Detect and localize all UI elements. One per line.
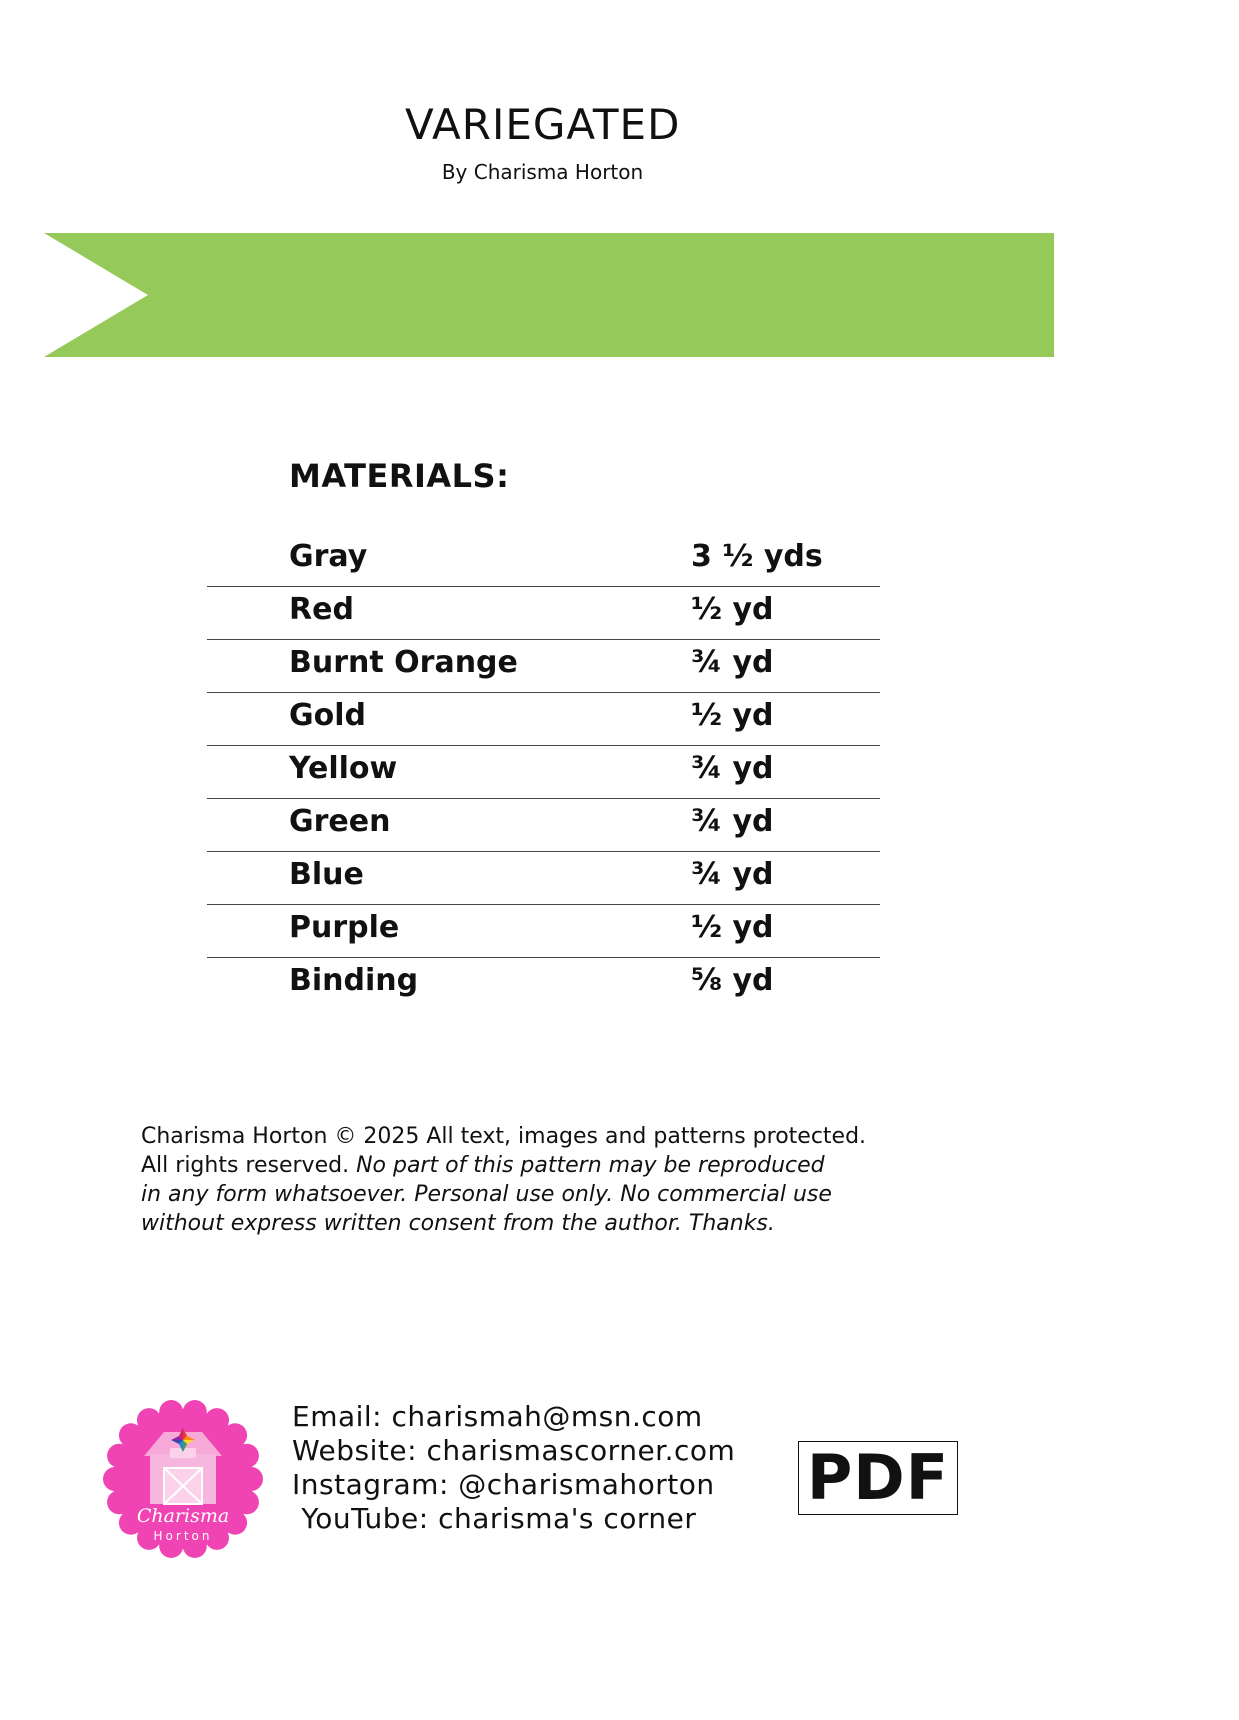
material-name: Blue [289, 857, 364, 892]
contact-instagram: Instagram: @charismahorton [292, 1468, 715, 1501]
material-row [207, 852, 880, 905]
material-row [207, 587, 880, 640]
pdf-badge: PDF [798, 1441, 958, 1515]
material-quantity: ¾ yd [691, 645, 774, 680]
copyright-text: All rights reserved. [141, 1153, 357, 1178]
material-quantity: ½ yd [691, 592, 774, 627]
copyright-line: without express written consent from the author. Thanks. [141, 1211, 775, 1236]
material-quantity: ⅝ yd [691, 963, 774, 998]
logo-text: Charisma [136, 1505, 230, 1527]
material-name: Green [289, 804, 391, 839]
material-quantity: ¾ yd [691, 751, 774, 786]
material-row [207, 693, 880, 746]
material-quantity: 3 ½ yds [691, 539, 823, 574]
copyright-line [141, 1151, 961, 1180]
material-name: Binding [289, 963, 419, 998]
material-name: Gray [289, 539, 368, 574]
materials-heading: MATERIALS: [289, 457, 510, 495]
material-name: Purple [289, 910, 400, 945]
material-row [207, 534, 880, 587]
pattern-byline: By Charisma Horton [441, 160, 644, 184]
contact-email: Email: charismah@msn.com [292, 1400, 703, 1433]
charisma-horton-logo [102, 1398, 264, 1560]
material-row [207, 640, 880, 693]
material-name: Burnt Orange [289, 645, 518, 680]
material-quantity: ½ yd [691, 910, 774, 945]
materials-table [207, 534, 880, 1010]
material-name: Yellow [289, 751, 398, 786]
copyright-line: Charisma Horton © 2025 All text, images and patterns protected. [141, 1124, 867, 1149]
copyright-line: in any form whatsoever. Personal use only. No commercial use [141, 1182, 832, 1207]
material-quantity: ¾ yd [691, 857, 774, 892]
logo-text: Horton [153, 1529, 213, 1543]
material-quantity: ½ yd [691, 698, 774, 733]
material-row [207, 958, 880, 1010]
copyright-text: No part of this pattern may be reproduced [356, 1153, 825, 1178]
material-quantity: ¾ yd [691, 804, 774, 839]
contact-website: Website: charismascorner.com [292, 1434, 736, 1467]
material-row [207, 905, 880, 958]
material-name: Gold [289, 698, 366, 733]
copyright-notice [141, 1122, 961, 1238]
material-row [207, 746, 880, 799]
pattern-title: VARIEGATED [405, 100, 681, 149]
material-name: Red [289, 592, 354, 627]
contact-info [292, 1400, 735, 1536]
material-row [207, 799, 880, 852]
green-banner [44, 233, 1054, 357]
contact-youtube: YouTube: charisma's corner [292, 1502, 697, 1535]
